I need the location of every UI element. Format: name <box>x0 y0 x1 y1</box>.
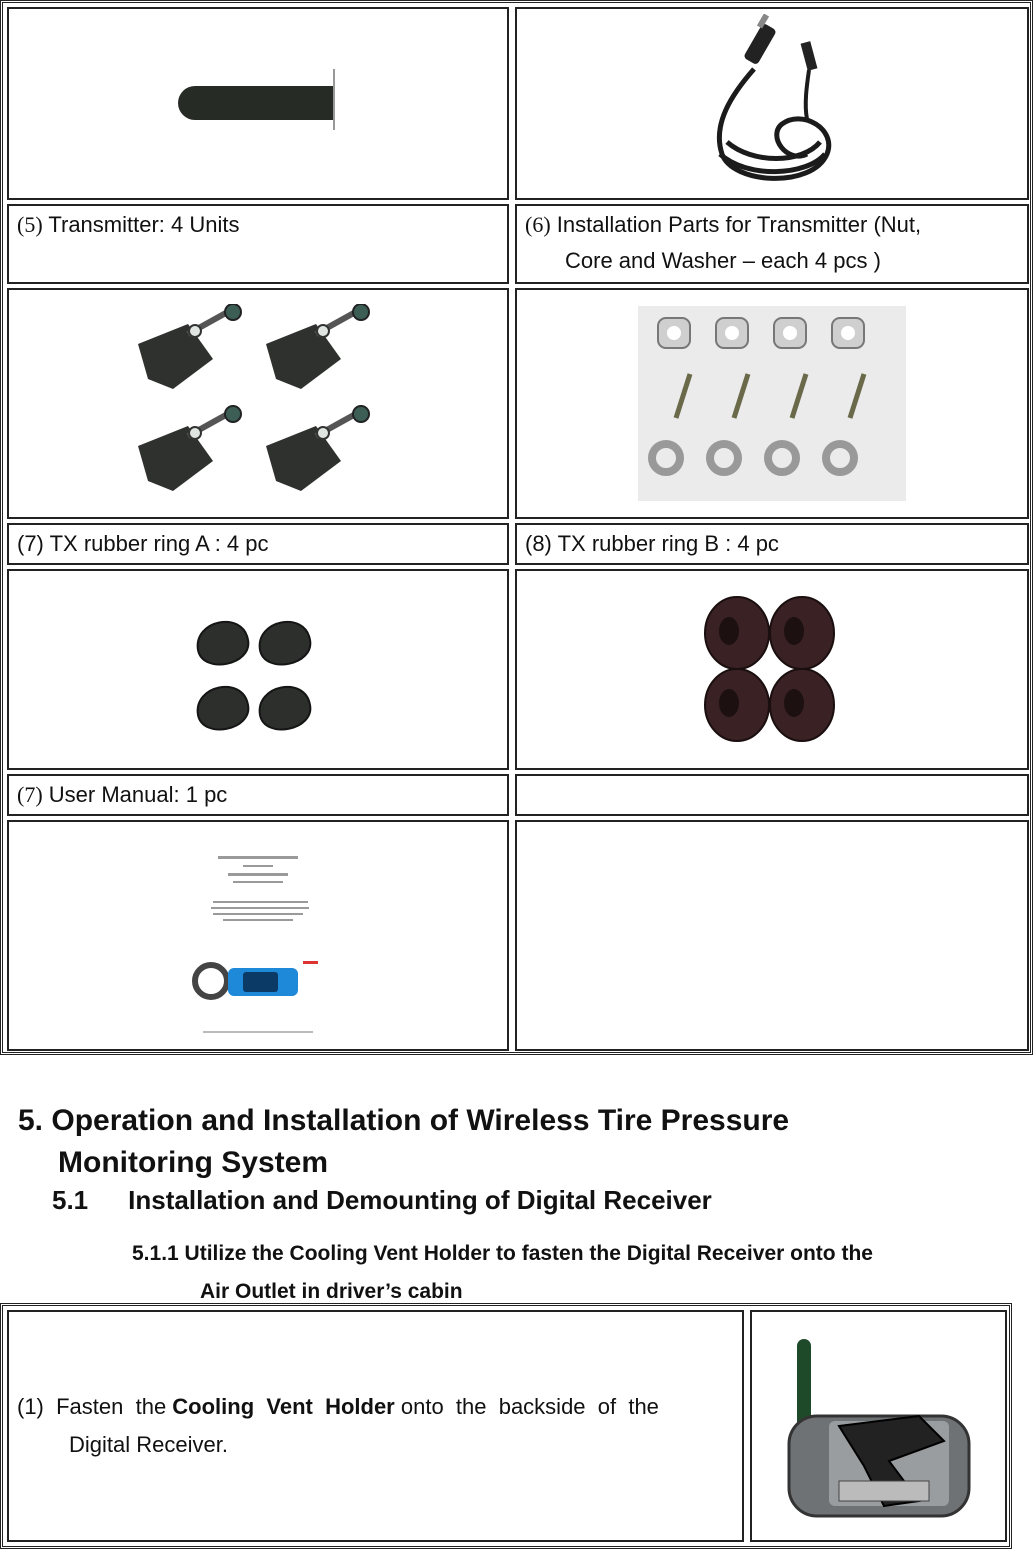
receiver-step-table <box>0 1303 1012 1549</box>
manual-label: User Manual: 1 pc <box>48 782 228 807</box>
cable-image-cell <box>515 7 1029 200</box>
step-1-suffix: onto the backside of the <box>394 1394 659 1419</box>
subsubsection-heading <box>132 1235 1032 1311</box>
item-number: (6) <box>525 212 551 237</box>
step-1-text <box>17 1388 734 1464</box>
ring-a-image-cell <box>7 569 509 770</box>
transmitter-label: Transmitter: 4 Units <box>48 212 240 237</box>
installation-parts-label-cont: Core and Washer – each 4 pcs ) <box>565 248 881 273</box>
transmitter-label-cell <box>7 204 509 284</box>
subsubsection-line2: Air Outlet in driver’s cabin <box>200 1280 463 1303</box>
manual-label-cell <box>7 774 509 816</box>
receiver-image-cell <box>750 1310 1007 1542</box>
installation-parts-label-cell <box>515 204 1029 284</box>
ring-b-label: (8) TX rubber ring B : 4 pc <box>525 531 779 556</box>
section-heading <box>18 1100 918 1184</box>
coiled-cable-image <box>692 14 852 194</box>
transmitter-image-cell <box>7 7 509 200</box>
rubber-ring-b-image <box>702 595 842 745</box>
transmitters-image-cell <box>7 288 509 519</box>
empty-label-cell <box>515 774 1029 816</box>
subsubsection-line1: 5.1.1 Utilize the Cooling Vent Holder to fasten the Digital Receiver onto the <box>132 1242 873 1265</box>
subsection-heading <box>52 1185 712 1216</box>
step-1-continuation: Digital Receiver. <box>69 1432 228 1457</box>
four-transmitters-image <box>133 304 383 504</box>
step-1-prefix: (1) Fasten the <box>17 1394 173 1419</box>
ring-a-label-cell <box>7 523 509 565</box>
user-manual-thumbnail-image <box>183 831 333 1041</box>
ring-b-label-cell <box>515 523 1029 565</box>
section-heading-line1: 5. Operation and Installation of Wireless Tire Pressure <box>18 1104 790 1137</box>
transmitter-stem-image <box>158 64 358 144</box>
ring-b-image-cell <box>515 569 1029 770</box>
rubber-ring-a-image <box>188 605 328 735</box>
cooling-vent-holder-term: Cooling Vent Holder <box>172 1394 395 1419</box>
subsection-number: 5.1 <box>52 1185 89 1215</box>
section-heading-line2: Monitoring System <box>58 1146 329 1179</box>
empty-image-cell <box>515 820 1029 1051</box>
step-text-cell <box>7 1310 744 1542</box>
manual-image-cell <box>7 820 509 1051</box>
ring-a-label: (7) TX rubber ring A : 4 pc <box>17 531 269 556</box>
item-number: (7) <box>17 782 43 807</box>
item-number: (5) <box>17 212 43 237</box>
nuts-image-cell <box>515 288 1029 519</box>
digital-receiver-image <box>769 1321 989 1531</box>
installation-parts-label: Installation Parts for Transmitter (Nut, <box>556 212 922 237</box>
nuts-cores-washers-image <box>638 306 906 501</box>
subsection-title: Installation and Demounting of Digital Receiver <box>128 1185 712 1215</box>
